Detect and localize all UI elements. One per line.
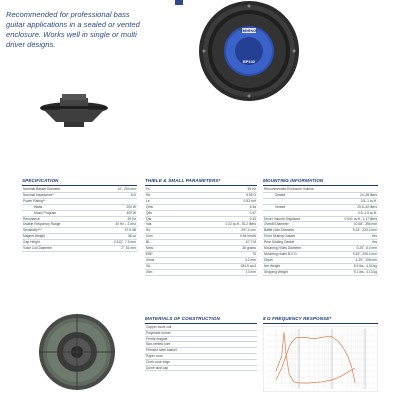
row-label: Cms	[145, 234, 170, 240]
mounting-rule	[263, 185, 378, 186]
list-item: Cloth cone edge	[145, 360, 257, 366]
list-item: Pressed steel basket	[145, 348, 257, 354]
list-item: Polyimide former	[145, 331, 257, 337]
row-label: Mms	[145, 246, 170, 252]
materials-rule	[145, 323, 257, 324]
row-label: Mounting Holes Diameter	[263, 246, 332, 252]
row-label: Sd	[145, 263, 170, 269]
row-value: 10 mm	[170, 269, 257, 275]
row-value: 9.18", 233.3 mm	[332, 228, 378, 234]
row-value: 4.2 mm	[170, 257, 257, 263]
row-value: 0.25", 6.4 mm	[332, 246, 378, 252]
row-value: 10", 254 mm	[92, 187, 137, 192]
row-label: Fs	[145, 187, 170, 192]
model-badge-text: BP102	[242, 59, 256, 64]
row-label: Vas	[145, 222, 170, 228]
thiele-small-rule	[145, 185, 257, 186]
row-label: Sd	[145, 228, 170, 234]
row-label: Qms	[145, 204, 170, 210]
frequency-title: 8 Ω FREQUENCY RESPONSE*	[263, 316, 332, 321]
speaker-side-image	[38, 88, 110, 130]
table-row	[22, 246, 137, 252]
row-value: Yes	[332, 240, 378, 246]
row-label: Rear Sealing Gasket	[263, 240, 332, 246]
row-value: 14–28 liters	[332, 192, 378, 198]
row-value: 75	[170, 251, 257, 257]
row-label: Xlim	[145, 269, 170, 275]
row-label: Usable Frequency Range	[22, 222, 92, 228]
speaker-rear-image	[38, 312, 116, 392]
row-value: 8.9 lbs., 4.04 kg	[332, 263, 378, 269]
row-label: Qts	[145, 216, 170, 222]
specification-rule	[22, 185, 137, 186]
materials-list	[145, 325, 257, 371]
row-label: Sealed	[263, 192, 332, 198]
row-label: Net Weight	[263, 263, 332, 269]
row-value: 9.1 lbs., 4.13 kg	[332, 269, 378, 275]
table-row	[145, 269, 257, 275]
row-value: 38 oz	[92, 234, 137, 240]
row-label: Sensitivity***	[22, 228, 92, 234]
product-tagline: Recommended for professional bass guitar applications in a sealed or vented enclosure. Works well in single or multi driver designs.	[6, 10, 140, 49]
row-value: 25.5–42 liters	[332, 204, 378, 210]
row-value: 0.54 mm/N	[170, 234, 257, 240]
row-label: Power Rating**	[22, 198, 92, 204]
row-label: Re	[145, 192, 170, 198]
row-value: 5.3a	[170, 204, 257, 210]
list-item: Paper cone	[145, 354, 257, 360]
row-value: 0.83 mH	[170, 198, 257, 204]
row-value: 10 T·M	[170, 240, 257, 246]
row-value: 40 Hz – 3 kHz	[92, 222, 137, 228]
row-label: Le	[145, 198, 170, 204]
row-value: 0.47	[170, 210, 257, 216]
brand-badge-text: EMINENCE	[240, 29, 258, 33]
row-value: 0.43	[170, 216, 257, 222]
specification-table	[22, 187, 137, 252]
frequency-response-chart	[263, 326, 378, 392]
list-item: Copper voice coil	[145, 325, 257, 331]
table-row	[263, 269, 378, 275]
row-label: Xmax	[145, 257, 170, 263]
thiele-small-table	[145, 187, 257, 276]
row-label: Overall Diameter	[263, 222, 332, 228]
row-value: 334.5 cm3	[170, 263, 257, 269]
row-label: Voice Coil Diameter	[22, 246, 92, 252]
row-label: Vented	[263, 204, 332, 210]
row-value: Yes	[332, 234, 378, 240]
thiele-small-title: THIELE & SMALL PARAMETERS*	[145, 178, 221, 183]
row-value: 200 W	[92, 204, 137, 210]
row-label: Gap Height	[22, 240, 92, 246]
row-value: 10.08", 256 mm	[332, 222, 378, 228]
row-label: Music Program	[22, 210, 92, 216]
list-item: Ferrite magnet	[145, 337, 257, 343]
row-value: 2", 51 mm	[92, 246, 137, 252]
row-label: Qes	[145, 210, 170, 216]
mounting-title: MOUNTING INFORMATION	[263, 178, 324, 183]
row-value: 5.59 Ω	[170, 192, 257, 198]
row-label: Baffle Hole Diameter	[263, 228, 332, 234]
materials-title: MATERIALS OF CONSTRUCTION	[145, 316, 220, 321]
row-value: 297.4 cm²	[170, 228, 257, 234]
row-value: 400 W	[92, 210, 137, 216]
row-label: Depth	[263, 257, 332, 263]
row-value: 0.312", 7.9 mm	[92, 240, 137, 246]
row-label: Magnet Weight	[22, 234, 92, 240]
row-value: 2.22 cu.ft., 91.2 liters	[170, 222, 257, 228]
row-value: 38 grams	[170, 246, 257, 252]
row-label: Recommended Enclosure Volume	[263, 187, 332, 192]
row-value: 8 Ω	[92, 192, 137, 198]
list-item: Non-vented core	[145, 342, 257, 348]
mounting-table	[263, 187, 378, 276]
row-value: 97.6 dB	[92, 228, 137, 234]
row-label: Nominal Basket Diameter	[22, 187, 92, 192]
row-label: Front Sealing Gasket	[263, 234, 332, 240]
row-label: BL	[145, 240, 170, 246]
list-item: Dome dust cap	[145, 366, 257, 372]
row-label: Nominal Impedance*	[22, 192, 92, 198]
row-value: 9.63", 245.4 mm	[332, 251, 378, 257]
row-value: 4.25", 108 mm	[332, 257, 378, 263]
row-label: Shipping Weight	[263, 269, 332, 275]
row-value: 35 Hz	[170, 187, 257, 192]
row-label: Driver Volume Displaced	[263, 216, 332, 222]
specification-title: SPECIFICATION	[22, 178, 59, 183]
row-value: 0.5–1 cu.ft.	[332, 198, 378, 204]
row-label: Watts	[22, 204, 92, 210]
row-label: EBP	[145, 251, 170, 257]
speaker-front-image	[198, 0, 300, 104]
row-label: Mounting Holes B.C.D.	[263, 251, 332, 257]
header-accent-tab	[175, 0, 183, 5]
row-label: Resonance	[22, 216, 92, 222]
row-value: 35 Hz	[92, 216, 137, 222]
frequency-rule	[263, 323, 378, 324]
row-value: 0.9–1.5 cu.ft.	[332, 210, 378, 216]
row-value: 0.041 cu.ft., 1.17 liters	[332, 216, 378, 222]
